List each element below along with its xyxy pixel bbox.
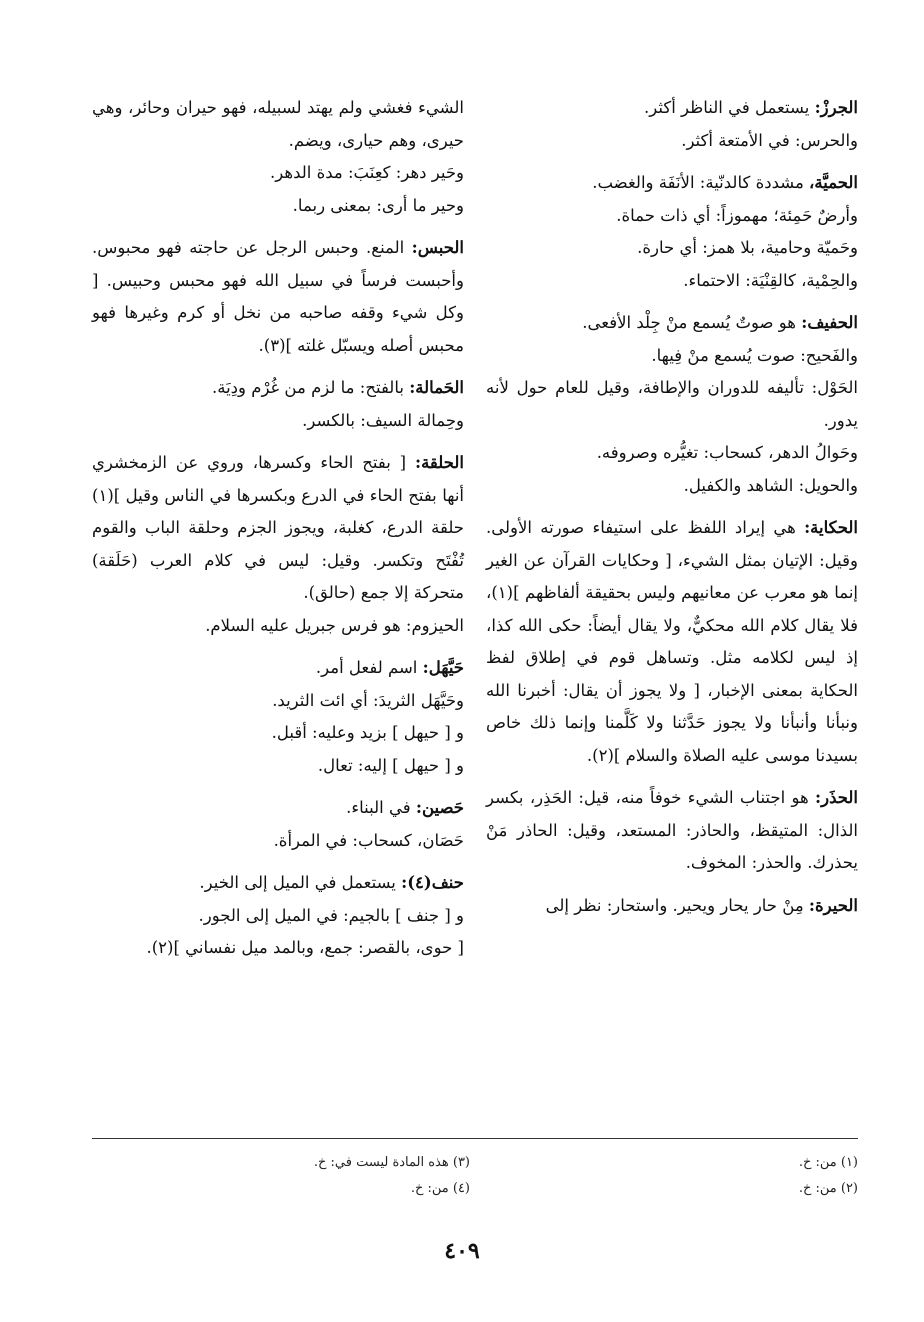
entry-text: والحِمْية، كالقِنْيَة: الاحتماء. [683, 270, 858, 290]
entry-hasin [92, 792, 464, 857]
headword: الحفيف: [801, 313, 858, 332]
entry-hikaya [486, 512, 858, 772]
entry-text: هي إيراد اللفظ على استيفاء صورته الأولى. وقيل: الإتيان بمثل الشيء، [ وحكايات القرآن عن الغير إنما هو معرب عن معانيهم وليس بحقيقة ألفاظهم ](١)، فلا يقال كلام الله محكيٌّ، ولا يقال أيضاً: حكى الله كذا، إذ ليس لكلامه مثل. وتساهل قوم في إطلاق لفظ الحكاية بمعنى الإخبار، [ ولا يجوز أن يقال: أخبرنا الله ونبأنا وأنبأنا ولا يجوز حَدَّثنا ولا كَلَّمنا وإنما ذلك خاص بسيدنا موسى عليه الصلاة والسلام ](٢). [486, 518, 858, 765]
entry-text: يستعمل في الناظر أكثر. [644, 98, 810, 117]
page-number: ٤٠٩ [444, 1238, 480, 1264]
entry-text: مِنْ حار يحار ويحير. واستحار: نظر إلى [545, 895, 804, 915]
headword: الحلقة: [414, 453, 464, 472]
headword: الحبس: [411, 238, 464, 257]
entry-text: وحير ما أرى: بمعنى ربما. [292, 195, 464, 215]
entry-text: [ بفتح الحاء وكسرها، وروي عن الزمخشري أنها بفتح الحاء في الدرع وبكسرها في الناس وقيل ](١) حلقة الدرع، كغلبة، ويجوز الجزم وحلقة الباب والقوم تُفْتَح وتكسر. وقيل: ليس في كلام العرب (حَلَقة) متحركة إلا جمع (حالق). [92, 453, 464, 602]
right-column [486, 92, 858, 932]
entry-text: هو صوتٌ يُسمع منْ جِلْد الأفعى. [582, 313, 796, 332]
entry-hayra [486, 890, 858, 923]
footnotes-right [498, 1150, 858, 1202]
entry-text: وحَير دهر: كعِنَبَ: مدة الدهر. [270, 163, 464, 182]
entry-text: اسم لفعل أمر. [315, 658, 418, 677]
entry-text: يستعمل في الميل إلى الخير. [199, 873, 396, 892]
entry-text: الشيء فغشي ولم يهتد لسبيله، فهو حيران وحائر، وهي حيرى، وهم حيارى، ويضم. [92, 98, 464, 150]
entry-text: المنع. وحبس الرجل عن حاجته فهو محبوس. وأحبست فرساً في سبيل الله فهو محبس وحبيس. [ وكل شيء وقفه صاحبه من نخل أو كرم وغيرها فهو محبس أصله ويسبّل غلته ](٣). [92, 238, 464, 355]
entry-hamiyya [486, 167, 858, 297]
footnote: (٣) هذه المادة ليست في: خ. [313, 1155, 470, 1170]
headword: حَصين: [415, 798, 464, 817]
entry-hayyahal [92, 652, 464, 782]
footnote: (٤) من: خ. [410, 1181, 470, 1196]
entry-hanaf [92, 867, 464, 965]
headword: الحكاية: [804, 518, 858, 537]
entry-text: وحَميّة وحامية، بلا همز: أي حارة. [637, 238, 858, 257]
headword: الجرزْ: [814, 98, 858, 117]
entry-text: والفَحيح: صوت يُسمع منْ فِيها. [651, 345, 858, 365]
entry-text: مشددة كالدنّية: الأنَفَة والغضب. [592, 173, 804, 192]
entry-text: بالفتح: ما لزم من غُرْم ودِيَة. [211, 378, 404, 397]
headword: حنف(٤): [401, 873, 464, 892]
entry-hadhar [486, 782, 858, 880]
footnote: (٢) من: خ. [798, 1181, 858, 1196]
entry-text: والحرس: في الأمتعة أكثر. [681, 130, 858, 150]
entry-habs [92, 232, 464, 362]
entry-text: حَصَان، كسحاب: في المرأة. [273, 830, 464, 850]
footnotes-left [190, 1150, 470, 1202]
footnote: (١) من: خ. [798, 1155, 858, 1170]
entry-hayra-continued [92, 92, 464, 222]
entry-text: الحيزوم: هو فرس جبريل عليه السلام. [205, 615, 464, 635]
entry-jurz [486, 92, 858, 157]
entry-text: و [ حيهل ] إليه: تعال. [317, 755, 464, 775]
entry-text: وحَيَّهَل الثريدَ: أي ائت الثريد. [272, 690, 464, 710]
entry-text: [ حوى، بالقصر: جمع، وبالمد ميل نفساني ](٢). [146, 938, 464, 957]
headword: الحَمالة: [409, 378, 464, 397]
entry-text: هو اجتناب الشيء خوفاً منه، قيل: الحَذِر، بكسر الذال: المتيقظ، والحاذر: المستعد، وقيل: الحاذر مَنْ يحذرك. والحذر: المخوف. [486, 788, 858, 872]
entry-halqa [92, 447, 464, 642]
left-column [92, 92, 464, 975]
entry-text: والحويل: الشاهد والكفيل. [683, 475, 858, 495]
entry-text: و [ جنف ] بالجيم: في الميل إلى الجور. [198, 905, 464, 925]
entry-hamala [92, 372, 464, 437]
headword: الحذَر: [815, 788, 858, 807]
headword: حَيَّهَل: [422, 658, 464, 677]
entry-text: وحَوالُ الدهر، كسحاب: تغيُّره وصروفه. [596, 443, 858, 462]
entry-text: في البناء. [346, 798, 411, 817]
headword: الحميَّة، [809, 173, 858, 192]
headword: الحيرة: [808, 895, 858, 915]
entry-text: وحِمالة السيف: بالكسر. [302, 410, 464, 430]
entry-text: الحَوْل: تأليفه للدوران والإطافة، وقيل للعام حول لأنه يدور. [486, 378, 858, 430]
entry-hafif [486, 307, 858, 502]
entry-text: وأرضٌ حَمِئة؛ مهموزاً: أي ذات حماة. [616, 205, 858, 225]
entry-text: و [ حيهل ] بزيد وعليه: أقبل. [271, 723, 464, 742]
footnote-divider [92, 1138, 858, 1139]
